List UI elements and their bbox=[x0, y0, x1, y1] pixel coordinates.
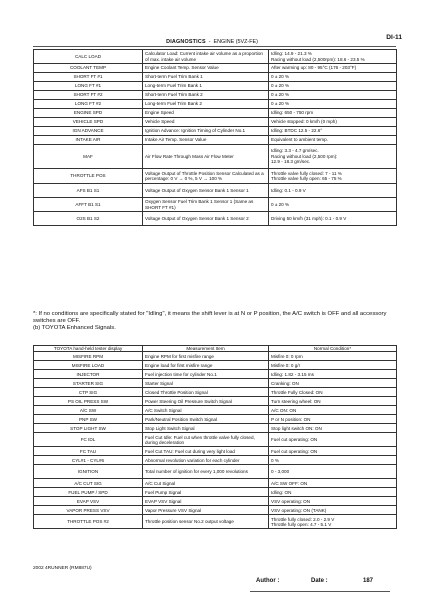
normal-condition-cell: Idling: 14.9 - 21.3 % Racing without load (2,500rpm): 18.6 - 23.5 % bbox=[269, 50, 397, 64]
measurement-item-cell: Fuel Cut Idle: Fuel cut when throttle valve fully closed, during deceleration bbox=[143, 433, 269, 447]
table-row bbox=[34, 64, 397, 73]
measurement-item-cell: Park/Neutral Position Switch Signal bbox=[143, 415, 269, 424]
measurement-item-cell: Ignition Advance: Ignition Timing of Cylinder No.1 bbox=[143, 127, 269, 136]
normal-condition-cell: Equivalent to ambient temp. bbox=[269, 136, 397, 145]
signal-name-cell: SHORT FT #2 bbox=[34, 91, 143, 100]
normal-condition-cell: Throttle Fully Closed: ON bbox=[269, 388, 397, 397]
measurement-item-cell: Short-term Fuel Trim Bank 1 bbox=[143, 73, 269, 82]
normal-condition-cell: Driving 50 km/h (31 mph): 0.1 - 0.9 V bbox=[269, 212, 397, 226]
tester-display-cell: EVAP VSV bbox=[34, 497, 143, 506]
signal-name-cell: IGN ADVANCE bbox=[34, 127, 143, 136]
measurement-item-cell: Oxygen Sensor Fuel Trim Bank 1 Sensor 1 (Same as SHORT FT #1) bbox=[143, 198, 269, 212]
table-row bbox=[34, 50, 397, 64]
table-row bbox=[34, 515, 397, 529]
normal-condition-cell: VSV operating: ON (TANK) bbox=[269, 506, 397, 515]
normal-condition-cell: Idling: 1.82 - 3.15 ms bbox=[269, 370, 397, 379]
measurement-item-cell: Vehicle Speed bbox=[143, 118, 269, 127]
tester-display-cell: MISFIRE RPM bbox=[34, 352, 143, 361]
tester-display-cell: CTP SIG bbox=[34, 388, 143, 397]
measurement-item-cell: Throttle position sensor No.2 output voltage bbox=[143, 515, 269, 529]
signal-name-cell: VEHICLE SPD bbox=[34, 118, 143, 127]
table-row bbox=[34, 479, 397, 488]
table-row bbox=[34, 361, 397, 370]
normal-condition-cell: 0 ± 20 % bbox=[269, 100, 397, 109]
table-row bbox=[34, 397, 397, 406]
tester-display-cell: VAPOR PRESS VSV bbox=[34, 506, 143, 515]
table-row bbox=[34, 433, 397, 447]
normal-condition-cell: 0 ± 20 % bbox=[269, 198, 397, 212]
measurement-item-cell: Air Flow Rate Through Mass Air Flow Meter bbox=[143, 145, 269, 169]
signal-name-cell: AFS B1 S1 bbox=[34, 184, 143, 198]
normal-condition-cell: Stop light switch ON: ON bbox=[269, 424, 397, 433]
table-row bbox=[34, 127, 397, 136]
tester-display-cell: IGNITION bbox=[34, 465, 143, 479]
tester-display-cell: INJECTOR bbox=[34, 370, 143, 379]
measurement-item-cell: EVAP VSV Signal bbox=[143, 497, 269, 506]
page-number: 187 bbox=[363, 578, 374, 584]
signal-name-cell: SHORT FT #1 bbox=[34, 73, 143, 82]
normal-condition-cell: Throttle valve fully closed: 7 - 11 % Throttle valve fully open: 65 - 75 % bbox=[269, 169, 397, 184]
measurement-item-cell: Power Steering Oil Pressure Switch Signal bbox=[143, 397, 269, 406]
column-header: Measurement Item bbox=[143, 346, 269, 352]
tester-display-cell: THROTTLE POS #2 bbox=[34, 515, 143, 529]
signal-name-cell: COOLANT TEMP bbox=[34, 64, 143, 73]
section-header bbox=[0, 39, 424, 45]
normal-condition-cell: Misfire 0: 0 rpm bbox=[269, 352, 397, 361]
table-row bbox=[34, 73, 397, 82]
table-row bbox=[34, 465, 397, 479]
signal-name-cell: LONG FT #1 bbox=[34, 82, 143, 91]
normal-condition-cell: 0 - 3,000 bbox=[269, 465, 397, 479]
header-rule bbox=[33, 46, 396, 47]
enhanced-signals-table bbox=[33, 345, 397, 529]
tester-display-cell: A/C SW bbox=[34, 406, 143, 415]
signal-name-cell: INTAKE AIR bbox=[34, 136, 143, 145]
measurement-item-cell: Fuel Pump Signal bbox=[143, 488, 269, 497]
table-row bbox=[34, 212, 397, 226]
normal-condition-cell: Throttle fully closed: 2.0 - 2.9 V Throttle fully open: 4.7 - 5.1 V bbox=[269, 515, 397, 529]
footer-rule bbox=[250, 591, 390, 592]
table-row bbox=[34, 82, 397, 91]
normal-condition-cell: 0 ± 20 % bbox=[269, 82, 397, 91]
condition-note: *: If no conditions are specifically stated for "Idling", it means the shift lever is at N or P position, the A/C switch is OFF and all accessory switches are OFF. bbox=[33, 311, 387, 324]
normal-condition-cell: Vehicle stopped: 0 km/h (0 mph) bbox=[269, 118, 397, 127]
measurement-item-cell: Long-term Fuel Trim Bank 1 bbox=[143, 82, 269, 91]
section-subtitle: ENGINE (5VZ-FE) bbox=[213, 39, 258, 45]
measurement-item-cell: A/C Switch Signal bbox=[143, 406, 269, 415]
measurement-item-cell: A/C Cut Signal bbox=[143, 479, 269, 488]
measurement-item-cell: Abnormal revolution variation for each cylinder bbox=[143, 456, 269, 465]
measurement-item-cell: Fuel injection time for cylinder No.1 bbox=[143, 370, 269, 379]
subheading: (b) TOYOTA Enhanced Signals. bbox=[33, 325, 116, 331]
measurement-item-cell: Starter Signal bbox=[143, 379, 269, 388]
normal-condition-cell: VSV operating: ON bbox=[269, 497, 397, 506]
measurement-item-cell: Voltage Output of Oxygen Sensor Bank 1 Sensor 2 bbox=[143, 212, 269, 226]
notes bbox=[33, 311, 403, 332]
signal-name-cell: ENGINE SPD bbox=[34, 109, 143, 118]
table-row bbox=[34, 145, 397, 169]
page-id: DI-11 bbox=[386, 34, 402, 41]
normal-condition-cell: Misfire 0: 0 g/r bbox=[269, 361, 397, 370]
measurement-item-cell: Long-term Fuel Trim Bank 2 bbox=[143, 100, 269, 109]
tester-display-cell: PNP SW bbox=[34, 415, 143, 424]
table-row bbox=[34, 370, 397, 379]
normal-condition-cell: Cranking: ON bbox=[269, 379, 397, 388]
tester-display-cell: STARTER SIG bbox=[34, 379, 143, 388]
measurement-item-cell: Stop Light Switch Signal bbox=[143, 424, 269, 433]
table-row bbox=[34, 100, 397, 109]
table-row bbox=[34, 91, 397, 100]
tester-display-cell: FC TAU bbox=[34, 447, 143, 456]
measurement-item-cell: Intake Air Temp. Sensor Value bbox=[143, 136, 269, 145]
table-row bbox=[34, 388, 397, 397]
signal-name-cell: O2S B1 S2 bbox=[34, 212, 143, 226]
measurement-item-cell: Engine RPM for first misfire range bbox=[143, 352, 269, 361]
normal-condition-cell: A/C ON: ON bbox=[269, 406, 397, 415]
table-row bbox=[34, 506, 397, 515]
signal-name-cell: AFFT B1 S1 bbox=[34, 198, 143, 212]
table-row bbox=[34, 379, 397, 388]
table-row bbox=[34, 447, 397, 456]
column-header: Normal Condition* bbox=[269, 346, 397, 352]
table-row bbox=[34, 406, 397, 415]
measurement-item-cell: Short-term Fuel Trim Bank 2 bbox=[143, 91, 269, 100]
normal-condition-cell: Idling: 650 - 750 rpm bbox=[269, 109, 397, 118]
measurement-item-cell: Engine load for first misfire range bbox=[143, 361, 269, 370]
section-title: DIAGNOSTICS bbox=[166, 39, 206, 45]
author-label: Author : bbox=[256, 578, 280, 584]
tester-display-cell: FC IDL bbox=[34, 433, 143, 447]
table-row bbox=[34, 118, 397, 127]
table-row bbox=[34, 136, 397, 145]
normal-condition-cell: 0 ± 20 % bbox=[269, 91, 397, 100]
measurement-item-cell: Engine Speed bbox=[143, 109, 269, 118]
measurement-item-cell: Engine Coolant Temp. Sensor Value bbox=[143, 64, 269, 73]
table-row bbox=[34, 109, 397, 118]
table-row bbox=[34, 169, 397, 184]
normal-condition-cell: Idling: BTDC 12.5 - 22.6° bbox=[269, 127, 397, 136]
normal-condition-cell: P or N position: ON bbox=[269, 415, 397, 424]
table-row bbox=[34, 415, 397, 424]
tester-display-cell: MISFIRE LOAD bbox=[34, 361, 143, 370]
measurement-item-cell: Voltage Output of Oxygen Sensor Bank 1 Sensor 1 bbox=[143, 184, 269, 198]
normal-condition-cell: 0 ± 20 % bbox=[269, 73, 397, 82]
signal-name-cell: THROTTLE POS bbox=[34, 169, 143, 184]
tester-display-cell: STOP LIGHT SW bbox=[34, 424, 143, 433]
table-header-row bbox=[34, 346, 397, 352]
normal-condition-cell: Idling: ON bbox=[269, 488, 397, 497]
measurement-item-cell: Total number of ignition for every 1,000 revolutions bbox=[143, 465, 269, 479]
normal-condition-cell: A/C SW OFF: ON bbox=[269, 479, 397, 488]
measurement-item-cell: Fuel Cut TAU: Fuel cut during very light load bbox=[143, 447, 269, 456]
normal-condition-cell: 0 % bbox=[269, 456, 397, 465]
table-row bbox=[34, 198, 397, 212]
normal-condition-cell: Turn steering wheel: ON bbox=[269, 397, 397, 406]
tester-display-cell: PS OIL PRESS SW bbox=[34, 397, 143, 406]
table-row bbox=[34, 184, 397, 198]
tester-display-cell: CYL#1 - CYL#6 bbox=[34, 456, 143, 465]
normal-condition-cell: Fuel cut operating: ON bbox=[269, 447, 397, 456]
measurement-item-cell: Voltage Output of Throttle Position Sensor Calculated as a percentage: 0 V → 0 %, 5 V → 100 % bbox=[143, 169, 269, 184]
normal-condition-cell: Fuel cut operating: ON bbox=[269, 433, 397, 447]
document-reference: 2002 4RUNNER (RM887U) bbox=[33, 566, 92, 571]
table-row bbox=[34, 488, 397, 497]
section-separator: - bbox=[208, 39, 211, 45]
table-row bbox=[34, 456, 397, 465]
normal-condition-cell: Idling: 3.3 - 4.7 gm/sec. Racing without load (2,500 rpm): 12.9 - 18.3 gm/sec. bbox=[269, 145, 397, 169]
measurement-item-cell: Vapor Pressure VSV Signal bbox=[143, 506, 269, 515]
signals-table bbox=[33, 49, 397, 226]
normal-condition-cell: Idling: 0.1 - 0.9 V bbox=[269, 184, 397, 198]
signal-name-cell: CALC LOAD bbox=[34, 50, 143, 64]
table-row bbox=[34, 424, 397, 433]
tester-display-cell: A/C CUT SIG bbox=[34, 479, 143, 488]
column-header: TOYOTA hand-held tester display bbox=[34, 346, 143, 352]
tester-display-cell: FUEL PUMP / SPD bbox=[34, 488, 143, 497]
signal-name-cell: MAF bbox=[34, 145, 143, 169]
table-row bbox=[34, 352, 397, 361]
measurement-item-cell: Closed Throttle Position Signal bbox=[143, 388, 269, 397]
measurement-item-cell: Calculator Load: Current intake air volume as a proportion of max. intake air volume bbox=[143, 50, 269, 64]
signal-name-cell: LONG FT #2 bbox=[34, 100, 143, 109]
table-row bbox=[34, 497, 397, 506]
normal-condition-cell: After warming up: 80 - 95°C (176 - 203°F) bbox=[269, 64, 397, 73]
date-label: Date : bbox=[311, 578, 328, 584]
